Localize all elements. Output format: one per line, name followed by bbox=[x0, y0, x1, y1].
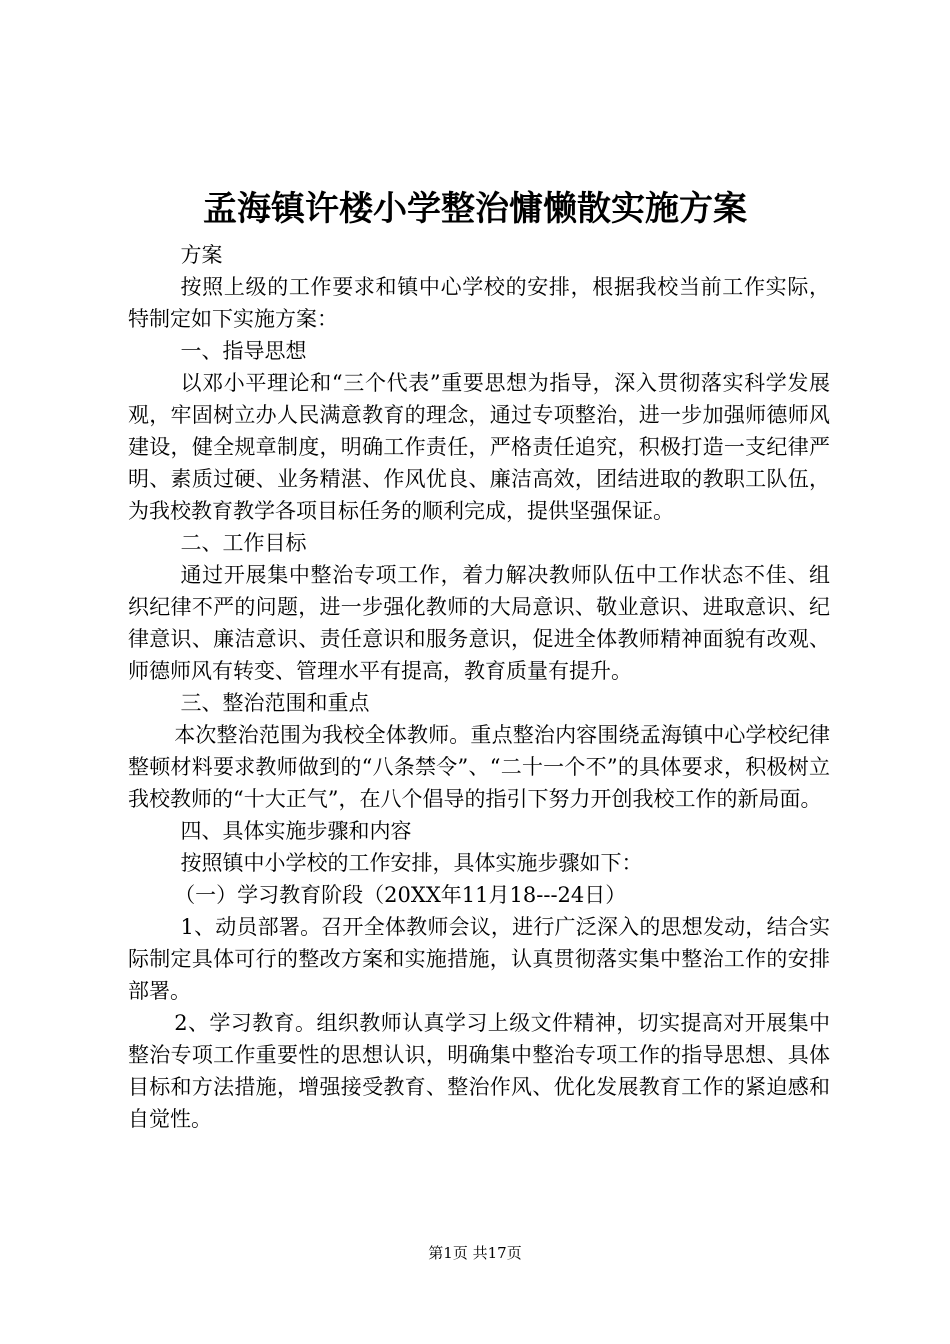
subsection-heading-study-phase: （一）学习教育阶段（20XX年11月18---24日） bbox=[174, 883, 627, 907]
page-number-footer: 第1页 共17页 bbox=[428, 1244, 522, 1262]
section-heading-work-goals: 二、工作目标 bbox=[180, 531, 307, 555]
paragraph-work-goals: 通过开展集中整治专项工作，着力解决教师队伍中工作状态不佳、组织纪律不严的问题，进一步强化教师的大局意识、敬业意识、进取意识、纪律意识、廉洁意识、责任意识和服务意识，促进全体教师精神面貌有改观、师德师风有转变、管理水平有提高，教育质量有提升。 bbox=[128, 563, 830, 683]
paragraph-mobilization: 1、动员部署。召开全体教师会议，进行广泛深入的思想发动，结合实际制定具体可行的整改方案和实施措施，认真贯彻落实集中整治工作的安排部署。 bbox=[128, 915, 830, 1003]
paragraph-label: 方案 bbox=[180, 243, 223, 267]
paragraph-steps-intro: 按照镇中小学校的工作安排，具体实施步骤如下： bbox=[180, 851, 643, 875]
paragraph-guiding-ideology: 以邓小平理论和“三个代表”重要思想为指导，深入贯彻落实科学发展观，牢固树立办人民满意教育的理念，通过专项整治，进一步加强师德师风建设，健全规章制度，明确工作责任，严格责任追究，积极打造一支纪律严明、素质过硬、业务精湛、作风优良、廉洁高效，团结进取的教职工队伍，为我校教育教学各项目标任务的顺利完成，提供坚强保证。 bbox=[128, 371, 830, 523]
paragraph-scope: 本次整治范围为我校全体教师。重点整治内容围绕孟海镇中心学校纪律整顿材料要求教师做到的“八条禁令”、“二十一个不”的具体要求，积极树立我校教师的“十大正气”，在八个倡导的指引下努力开创我校工作的新局面。 bbox=[128, 723, 830, 811]
section-heading-steps: 四、具体实施步骤和内容 bbox=[180, 819, 412, 843]
paragraph-study-education: 2、学习教育。组织教师认真学习上级文件精神，切实提高对开展集中整治专项工作重要性的思想认识，明确集中整治专项工作的指导思想、具体目标和方法措施，增强接受教育、整治作风、优化发展教育工作的紧迫感和自觉性。 bbox=[128, 1011, 830, 1131]
section-heading-guiding-ideology: 一、指导思想 bbox=[180, 339, 307, 363]
document-title: 孟海镇许楼小学整治慵懒散实施方案 bbox=[203, 189, 747, 229]
paragraph-intro: 按照上级的工作要求和镇中心学校的安排，根据我校当前工作实际，特制定如下实施方案： bbox=[128, 275, 830, 331]
section-heading-scope: 三、整治范围和重点 bbox=[180, 691, 370, 715]
document-body bbox=[128, 239, 830, 1135]
